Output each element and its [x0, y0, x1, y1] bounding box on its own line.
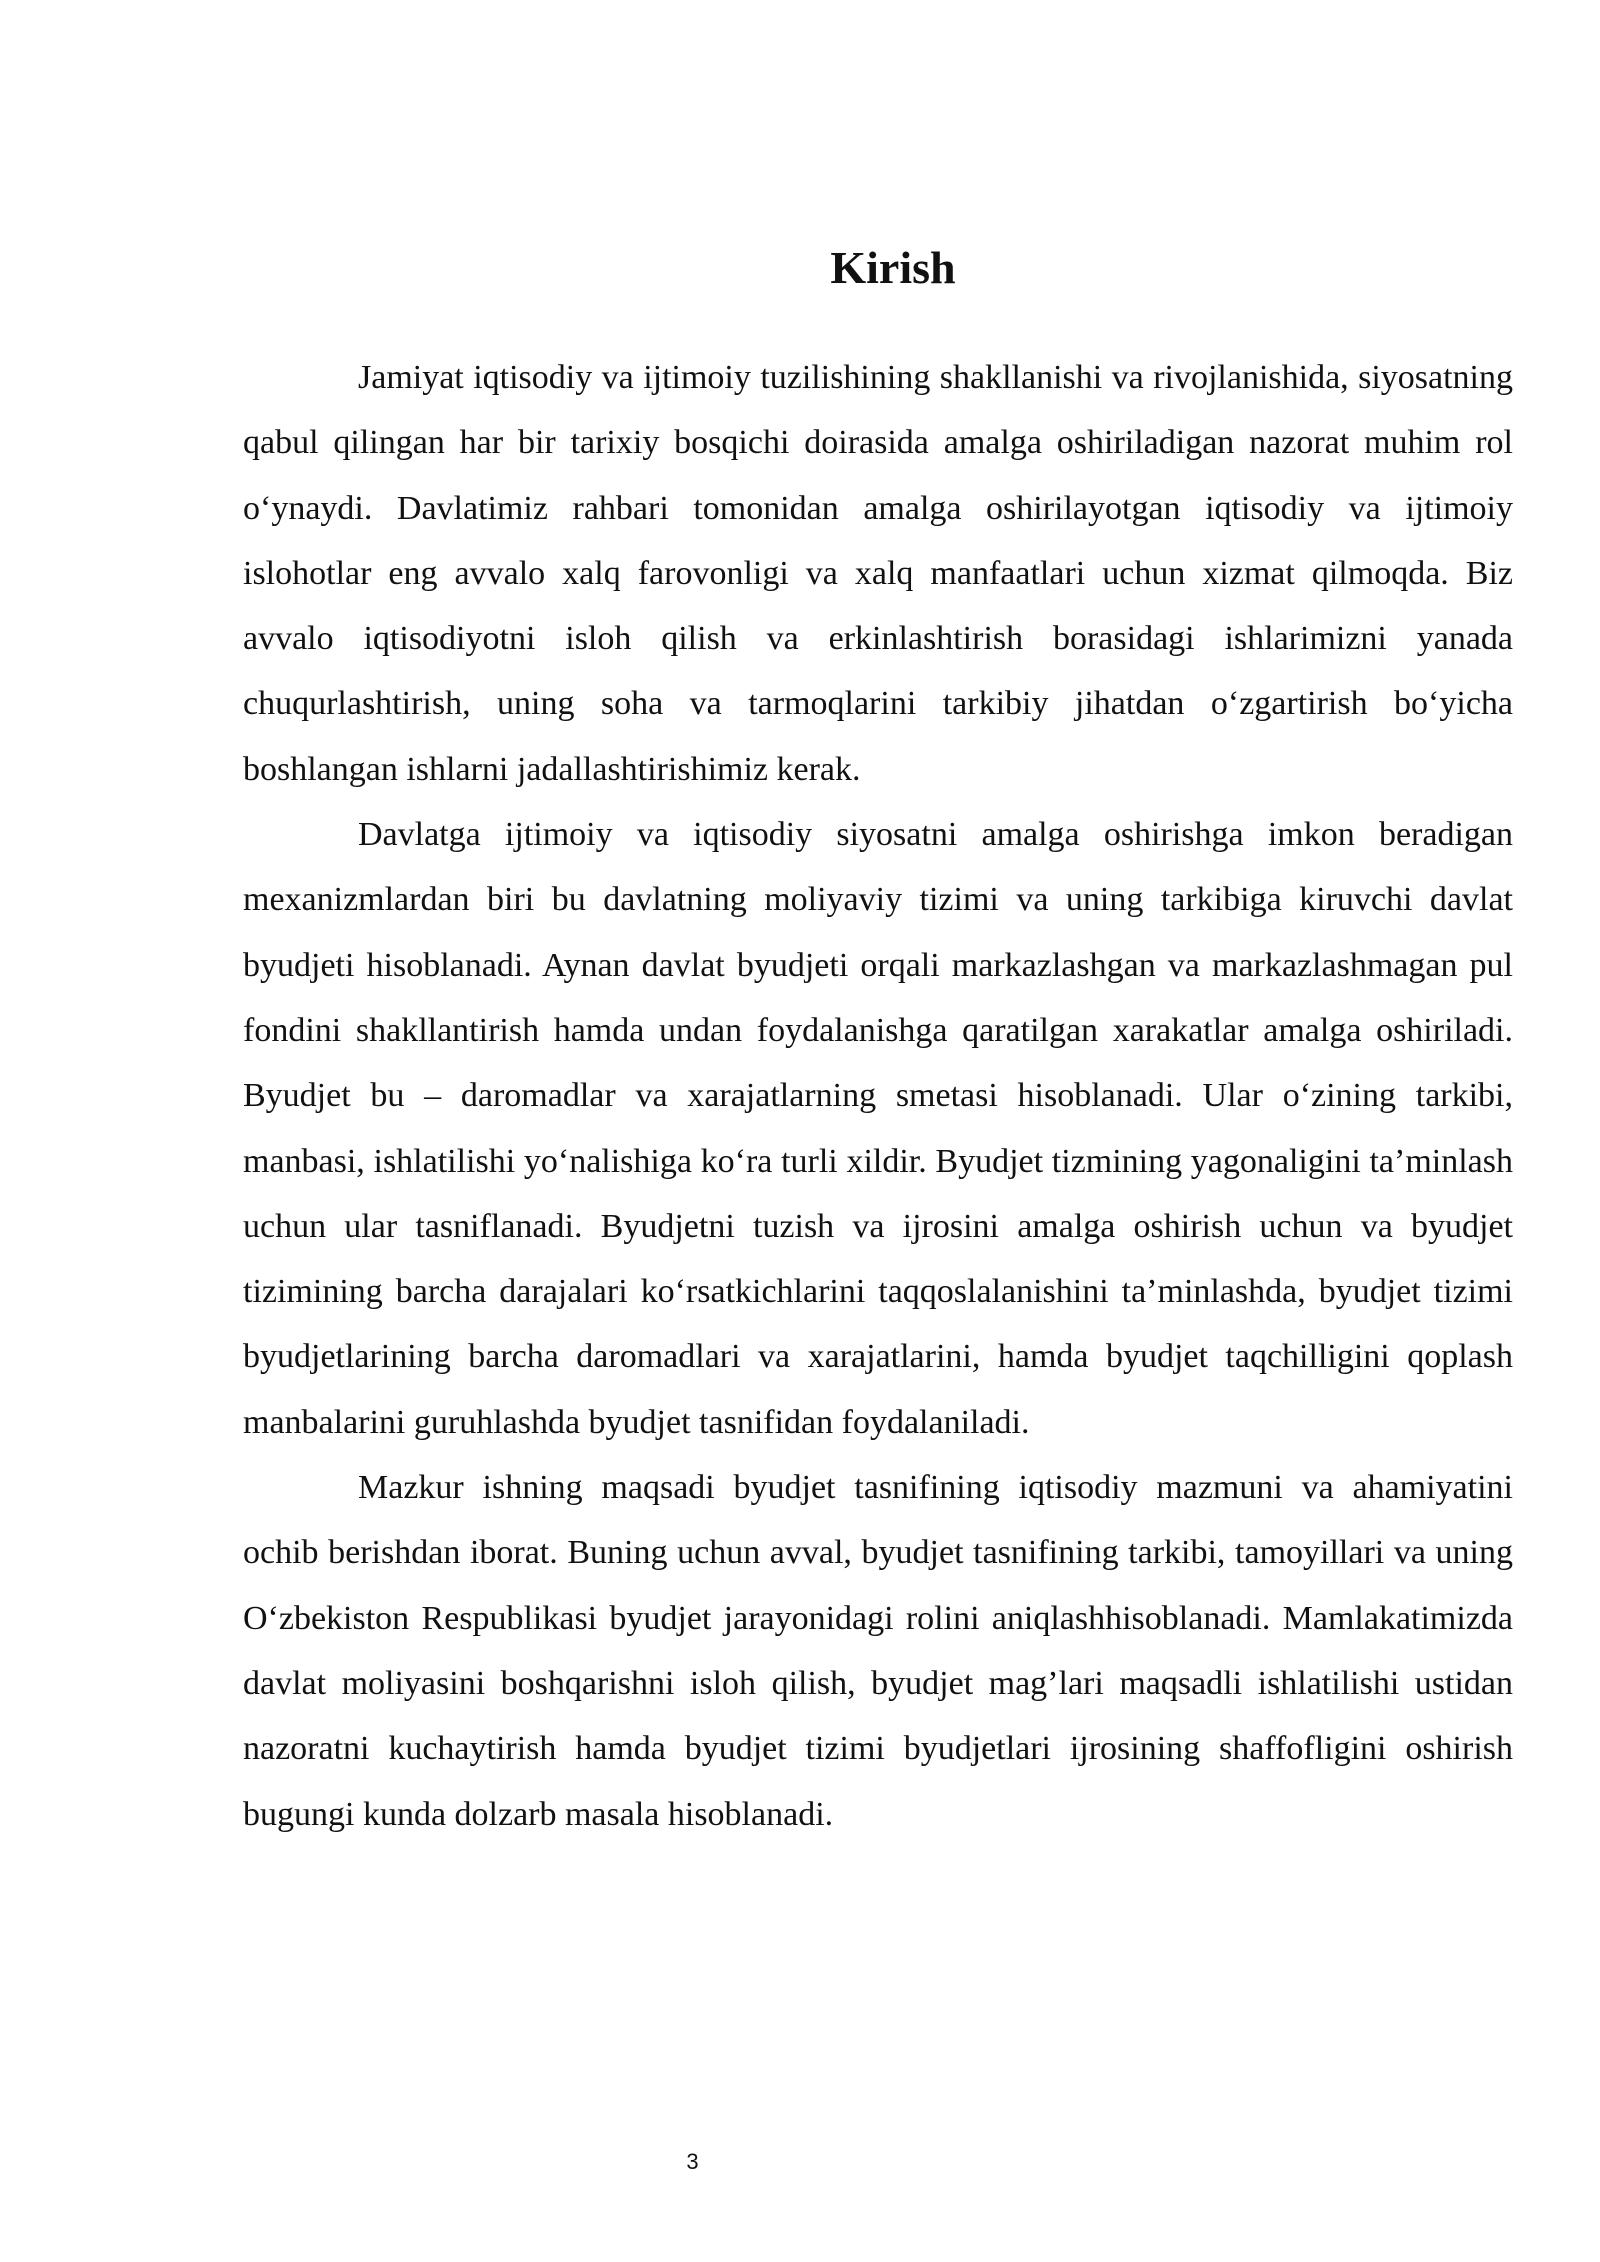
- paragraph-1: Jamiyat iqtisodiy va ijtimoiy tuzilishining shakllanishi va rivojlanishida, siyosatning qabul qilingan har bir tarixiy bosqichi doirasida amalga oshiriladigan nazorat muhim rol o‘ynaydi. Davlatimiz rahbari tomonidan amalga oshirilayotgan iqtisodiy va ijtimoiy islohotlar eng avvalo xalq farovonligi va xalq manfaatlari uchun xizmat qilmoqda. Biz avvalo iqtisodiyotni isloh qilish va erkinlashtirish borasidagi ishlarimizni yanada chuqurlashtirish, uning soha va tarmoqlarini tarkibiy jihatdan o‘zgartirish bo‘yicha boshlangan ishlarni jadallashtirishimiz kerak.: [243, 359, 1513, 788]
- page-number: 3: [686, 2149, 699, 2174]
- document-body: [243, 345, 1513, 1847]
- page-title: Kirish: [830, 242, 956, 293]
- paragraph-3: Mazkur ishning maqsadi byudjet tasnifining iqtisodiy mazmuni va ahamiyatini ochib berishdan iborat. Buning uchun avval, byudjet tasnifining tarkibi, tamoyillari va uning O‘zbekiston Respublikasi byudjet jarayonidagi rolini aniqlashhisoblanadi. Mamlakatimizda davlat moliyasini boshqarishni isloh qilish, byudjet mag’lari maqsadli ishlatilishi ustidan nazoratni kuchaytirish hamda byudjet tizimi byudjetlari ijrosining shaffofligini oshirish bugungi kunda dolzarb masala hisoblanadi.: [243, 1469, 1513, 1833]
- paragraph-2: Davlatga ijtimoiy va iqtisodiy siyosatni amalga oshirishga imkon beradigan mexanizmlardan biri bu davlatning moliyaviy tizimi va uning tarkibiga kiruvchi davlat byudjeti hisoblanadi. Aynan davlat byudjeti orqali markazlashgan va markazlashmagan pul fondini shakllantirish hamda undan foydalanishga qaratilgan xarakatlar amalga oshiriladi. Byudjet bu – daromadlar va xarajatlarning smetasi hisoblanadi. Ular o‘zining tarkibi, manbasi, ishlatilishi yo‘nalishiga ko‘ra turli xildir. Byudjet tizmining yagonaligini ta’minlash uchun ular tasniflanadi. Byudjetni tuzish va ijrosini amalga oshirish uchun va byudjet tizimining barcha darajalari ko‘rsatkichlarini taqqoslalanishini ta’minlashda, byudjet tizimi byudjetlarining barcha daromadlari va xarajatlarini, hamda byudjet taqchilligini qoplash manbalarini guruhlashda byudjet tasnifidan foydalaniladi.: [243, 816, 1513, 1441]
